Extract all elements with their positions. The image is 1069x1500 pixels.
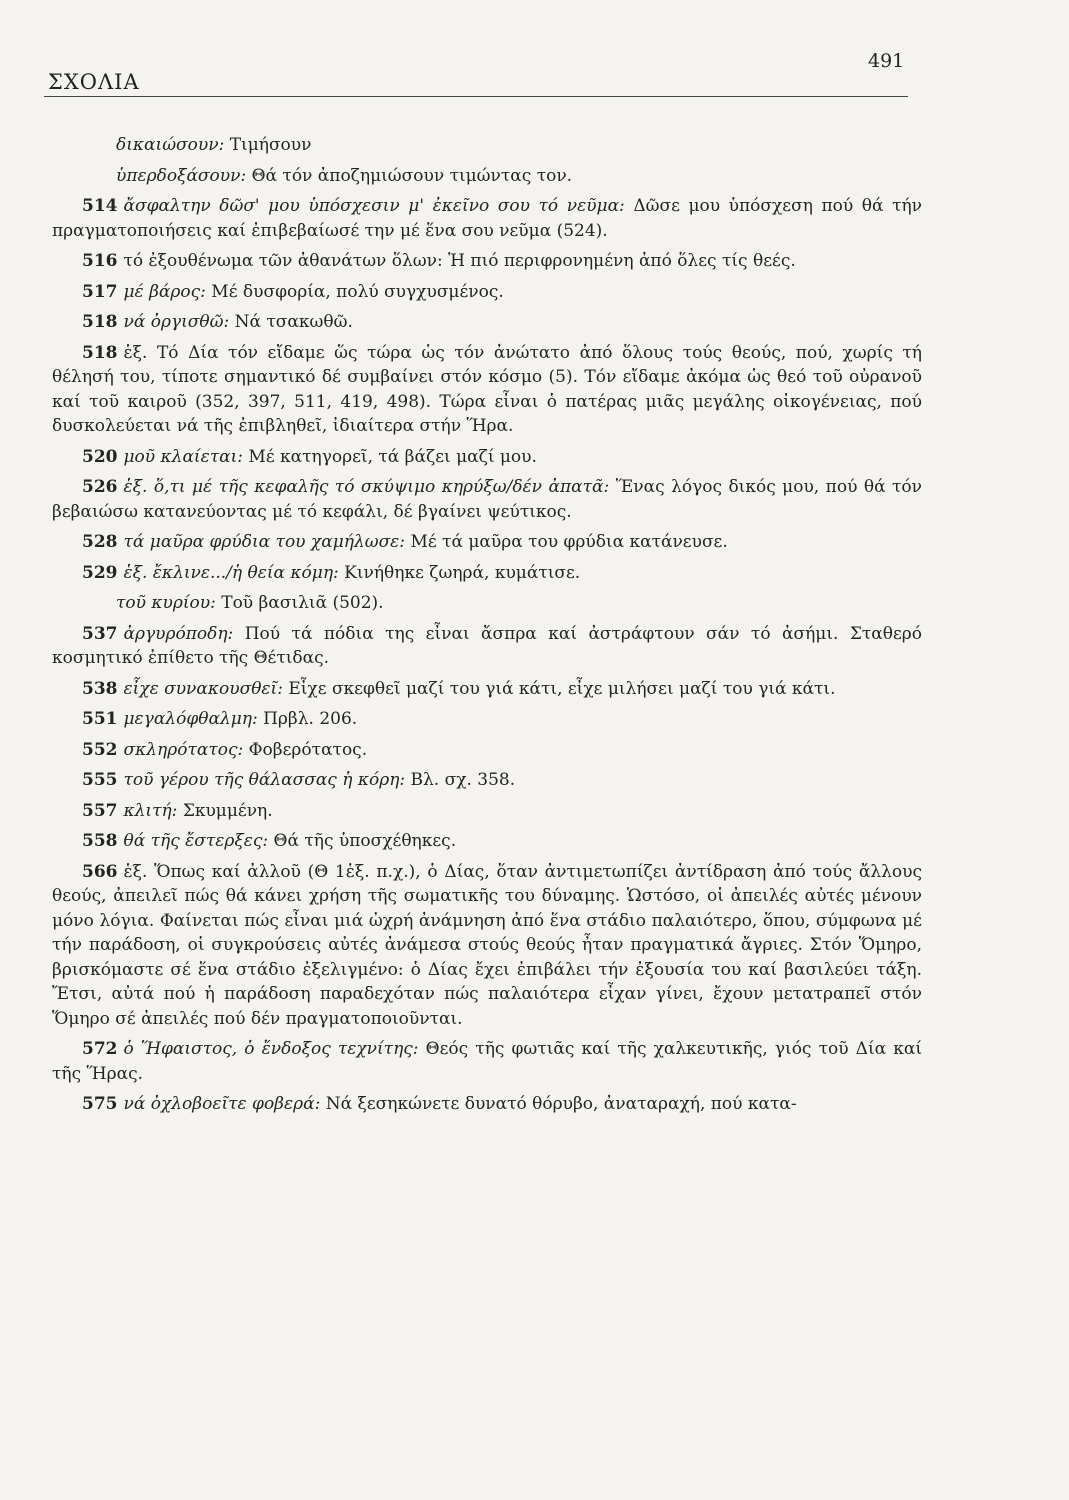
commentary-body (52, 133, 922, 1123)
commentary-entry (52, 591, 922, 616)
commentary-entry (52, 341, 922, 439)
line-number: 529 (82, 562, 118, 583)
entry-lemma: ἀργυρόποδη: (123, 623, 234, 644)
commentary-entry (52, 829, 922, 854)
commentary-entry (52, 561, 922, 586)
commentary-entry (52, 768, 922, 793)
line-number: 572 (82, 1039, 118, 1059)
commentary-entry (52, 445, 922, 470)
entry-text: Βλ. σχ. 358. (410, 770, 516, 790)
line-number: 557 (82, 800, 118, 821)
entry-lemma: τοῦ κυρίου: (116, 593, 216, 613)
page-number: 491 (868, 50, 905, 72)
running-head: ΣΧΟΛΙΑ (48, 70, 140, 94)
entry-lemma: εἶχε συνακουσθεῖ: (123, 678, 283, 699)
entry-lemma: μοῦ κλαίεται: (123, 446, 243, 467)
line-number: 516 (82, 251, 118, 271)
line-number: 558 (82, 831, 118, 851)
entry-lemma: κλιτή: (123, 800, 178, 821)
entry-lemma: νά ὀχλοβοεῖτε φοβερά: (123, 1094, 321, 1114)
entry-text: Φοβερότατος. (248, 739, 368, 760)
commentary-entry (52, 310, 922, 335)
line-number: 517 (82, 281, 118, 302)
entry-lemma: ἄσφαλτην δῶσ' μου ὑπόσχεσιν μ' ἐκεῖνο σου τό νεῦμα: (123, 196, 625, 216)
commentary-entry (52, 249, 922, 274)
line-number: 575 (82, 1094, 118, 1114)
commentary-entry (52, 677, 922, 702)
line-number: 537 (82, 623, 118, 644)
line-number: 526 (82, 477, 118, 497)
entry-lemma: ἑξ. ἔκλινε.../ἡ θεία κόμη: (123, 562, 339, 583)
entry-text: ἑξ. Τό Δία τόν εἴδαμε ὥς τώρα ὡς τόν ἀνώτατο ἀπό ὅλους τούς θεούς, πού, χωρίς τή θέλησή του, τίποτε σημαντικό δέ συμβαίνει στόν κόσμο (5). Τόν εἴδαμε ἀκόμα ὡς θεό τοῦ οὐρανοῦ καί τοῦ καιροῦ (352, 397, 511, 419, 498). Τώρα εἶναι ὁ πατέρας μιᾶς μεγάλης οἰκογένειας, πού δυσκολεύεται νά τῆς ἐπιβληθεῖ, ἰδιαίτερα στήν Ἥρα. (52, 342, 922, 436)
line-number: 520 (82, 446, 118, 467)
entry-text: Ἕνας λόγος δικός μου, πού θά τόν βεβαιώσω κατανεύοντας μέ τό κεφάλι, δέ βγαίνει ψεύτικος. (52, 477, 923, 522)
commentary-entry (52, 530, 922, 555)
commentary-entry (52, 133, 922, 158)
entry-text: Μέ κατηγορεῖ, τά βάζει μαζί μου. (248, 446, 537, 467)
line-number: 514 (82, 196, 118, 216)
entry-lemma: σκληρότατος: (123, 739, 244, 760)
header-rule (44, 96, 908, 97)
commentary-entry (52, 475, 922, 524)
entry-text: Νά τσακωθῶ. (234, 312, 353, 332)
entry-lemma: μέ βάρος: (123, 281, 206, 302)
entry-lemma: μεγαλόφθαλμη: (123, 709, 258, 729)
entry-text: Μέ δυσφορία, πολύ συγχυσμένος. (211, 281, 504, 302)
entry-lemma: δικαιώσουν: (116, 135, 225, 155)
entry-lemma: τά μαῦρα φρύδια του χαμήλωσε: (123, 532, 406, 552)
line-number: 538 (82, 678, 118, 699)
entry-text: Μέ τά μαῦρα του φρύδια κατάνευσε. (410, 532, 728, 552)
entry-text: Τιμήσουν (229, 135, 312, 155)
entry-lemma: νά ὀργισθῶ: (123, 312, 230, 332)
commentary-entry (52, 707, 922, 732)
commentary-entry (52, 799, 922, 824)
entry-text: Πού τά πόδια της εἶναι ἄσπρα καί ἀστράφτουν σάν τό ἀσήμι. Σταθερό κοσμητικό ἐπίθετο τῆς Θέτιδας. (52, 623, 923, 668)
entry-text: Θεός τῆς φωτιᾶς καί τῆς χαλκευτικῆς, γιός τοῦ Δία καί τῆς Ἥρας. (52, 1039, 923, 1084)
line-number: 555 (82, 770, 118, 790)
line-number: 566 (82, 861, 118, 882)
entry-text: Σκυμμένη. (182, 800, 273, 821)
entry-lemma: τοῦ γέρου τῆς θάλασσας ἡ κόρη: (123, 770, 406, 790)
line-number: 518 (82, 312, 118, 332)
entry-text: Νά ξεσηκώνετε δυνατό θόρυβο, ἀναταραχή, πού κατα- (325, 1094, 797, 1114)
commentary-entry (52, 1092, 922, 1117)
entry-text: Θά τῆς ὑποσχέθηκες. (273, 831, 457, 851)
entry-lemma: ἑξ. ὅ,τι μέ τῆς κεφαλῆς τό σκύψιμο κηρύξω/δέν ἀπατᾶ: (123, 477, 610, 497)
line-number: 552 (82, 739, 118, 760)
entry-lemma: ὁ Ἥφαιστος, ὁ ἔνδοξος τεχνίτης: (123, 1039, 419, 1059)
entry-lemma: θά τῆς ἔστερξες: (123, 831, 269, 851)
entry-text: Πρβλ. 206. (263, 709, 358, 729)
line-number: 518 (82, 342, 118, 363)
entry-text: Θά τόν ἀποζημιώσουν τιμώντας τον. (251, 165, 573, 186)
commentary-entry (52, 164, 922, 189)
entry-text: Εἶχε σκεφθεῖ μαζί του γιά κάτι, εἶχε μιλήσει μαζί του γιά κάτι. (288, 678, 836, 699)
commentary-entry (52, 738, 922, 763)
entry-text: Κινήθηκε ζωηρά, κυμάτισε. (344, 562, 581, 583)
line-number: 528 (82, 532, 118, 552)
commentary-entry (52, 194, 922, 243)
line-number: 551 (82, 709, 118, 729)
entry-text: ἑξ. Ὅπως καί ἀλλοῦ (Θ 1ἑξ. π.χ.), ὁ Δίας, ὅταν ἀντιμετωπίζει ἀντίδραση ἀπό τούς ἄλλους θεούς, ἀπειλεῖ πώς θά κάνει χρήση τῆς σωματικῆς του δύναμης. Ὡστόσο, οἱ ἀπειλές αὐτές μένουν μόνο λόγια. Φαίνεται πώς εἶναι μιά ὠχρή ἀνάμνηση ἀπό ἕνα στάδιο παλαιότερο, ὅπου, σύμφωνα μέ τήν παράδοση, οἱ συγκρούσεις αὐτές ἀνάμεσα στούς θεούς ἦταν πραγματικά ἄγριες. Στόν Ὅμηρο, βρισκόμαστε σέ ἕνα στάδιο ἐξελιγμένο: ὁ Δίας ἔχει ἐπιβάλει τήν ἐξουσία του καί βασιλεύει τάξη. Ἔτσι, αὐτά πού ἡ παράδοση παραδεχόταν πώς παλαιότερα εἶχαν γίνει, ἔχουν μετατραπεῖ στόν Ὅμηρο σέ ἀπειλές πού δέν πραγματοποιοῦνται. (52, 861, 922, 1029)
entry-text: τό ἐξουθένωμα τῶν ἀθανάτων ὅλων: Ἡ πιό περιφρονημένη ἀπό ὅλες τίς θεές. (123, 251, 796, 271)
entry-text: Δῶσε μου ὑπόσχεση πού θά τήν πραγματοποιήσεις καί ἐπιβεβαίωσέ την μέ ἕνα σου νεῦμα (524). (52, 196, 922, 241)
commentary-entry (52, 1037, 922, 1086)
entry-lemma: ὑπερδοξάσουν: (116, 165, 247, 186)
commentary-entry (52, 280, 922, 305)
commentary-entry (52, 622, 922, 671)
commentary-entry (52, 860, 922, 1032)
entry-text: Τοῦ βασιλιᾶ (502). (221, 593, 384, 613)
